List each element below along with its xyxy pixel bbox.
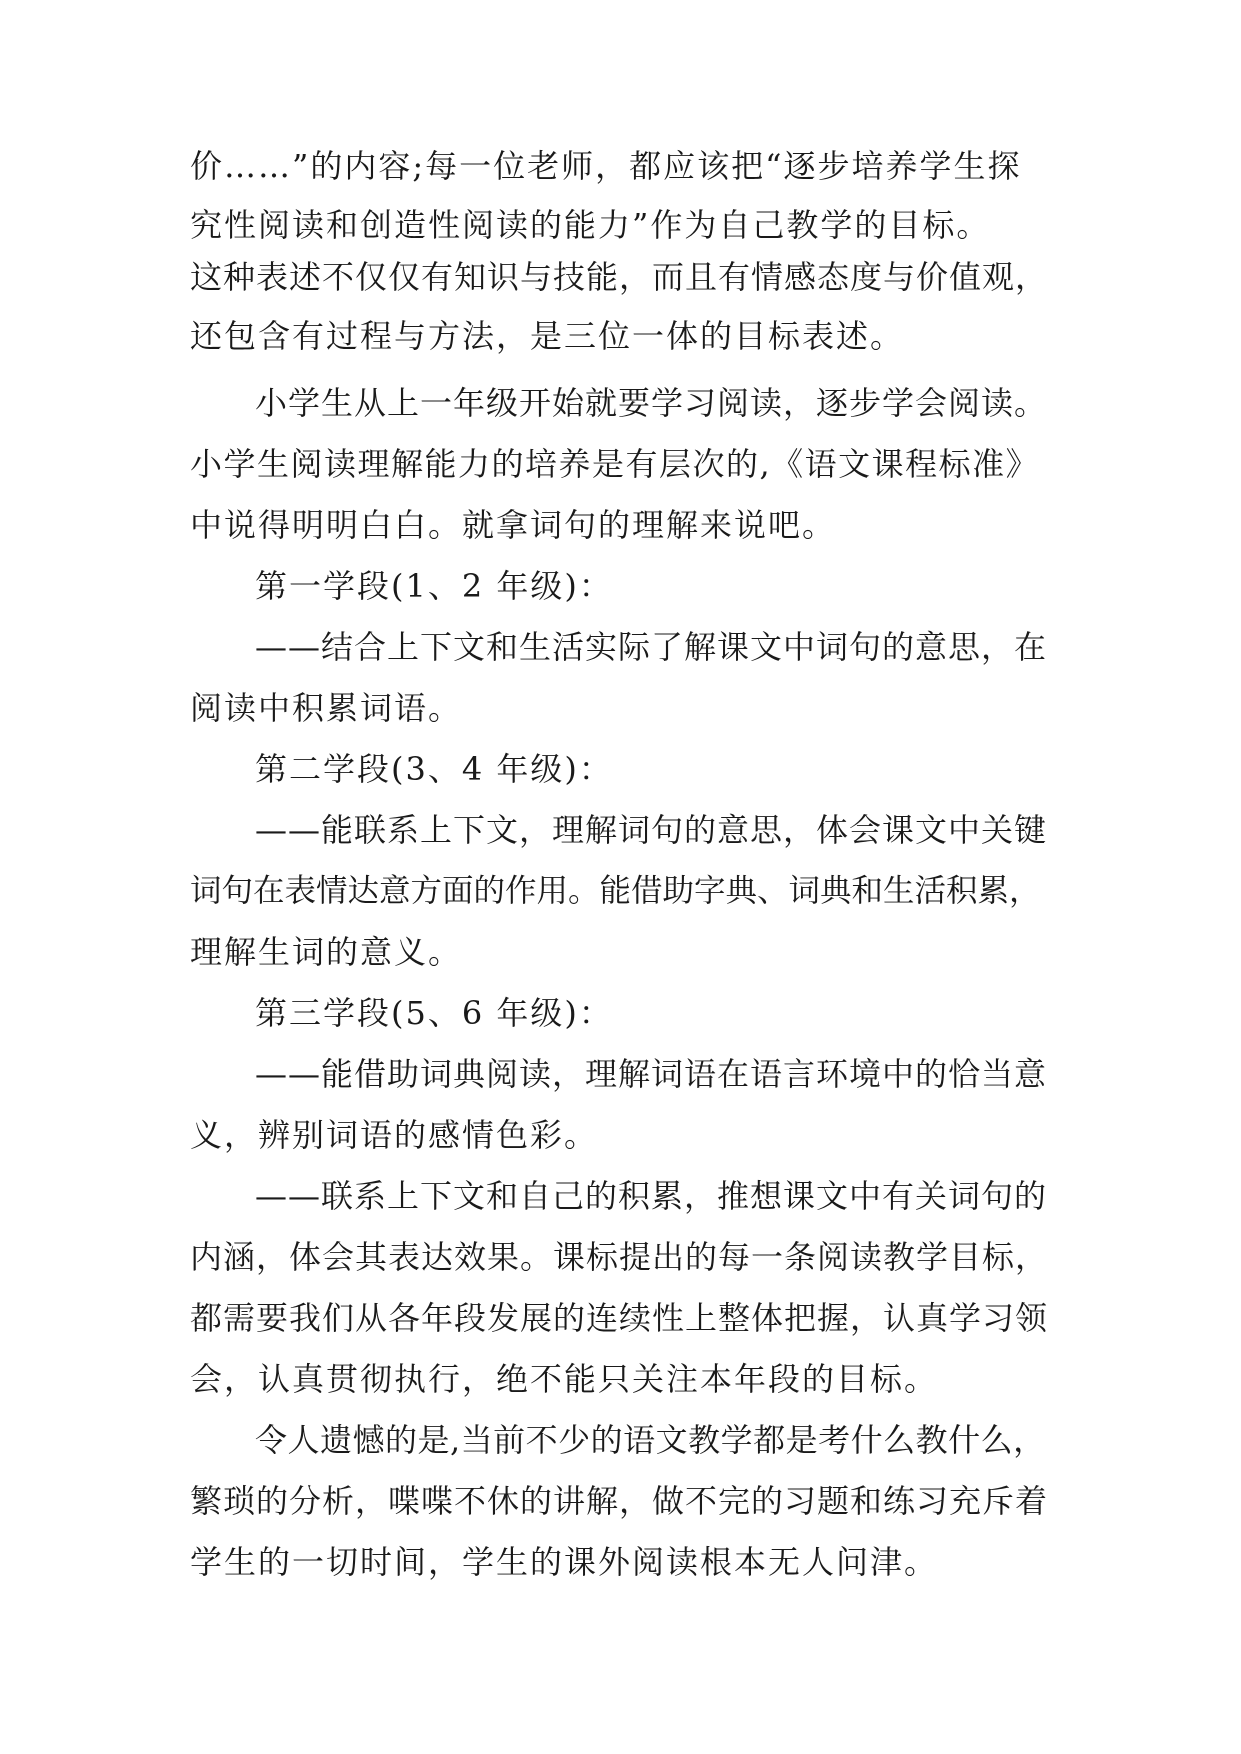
text-line: 义，辨别词语的感情色彩。 — [190, 1116, 599, 1154]
text-line: 阅读中积累词语。 — [190, 689, 463, 727]
text-line: 词句在表情达意方面的作用。能借助字典、词典和生活积累， — [190, 873, 1041, 909]
list-item: ——联系上下文和自己的积累，推想课文中有关词句的 — [255, 1177, 1048, 1215]
text-line: 究性阅读和创造性阅读的能力”作为自己教学的目标。 — [190, 206, 991, 244]
section-heading: 第二学段(3、4 年级)： — [255, 750, 613, 788]
section-heading: 第三学段(5、6 年级)： — [255, 994, 613, 1032]
text-line: 价……”的内容;每一位老师，都应该把“逐步培养学生探 — [190, 147, 1022, 185]
paragraph-first-line: 小学生从上一年级开始就要学习阅读，逐步学会阅读。 — [255, 384, 1048, 422]
paragraph-first-line: 令人遗憾的是,当前不少的语文教学都是考什么教什么， — [255, 1421, 1046, 1459]
text-line: 小学生阅读理解能力的培养是有层次的,《语文课程标准》 — [190, 445, 1040, 483]
list-item: ——能联系上下文，理解词句的意思，体会课文中关键 — [255, 811, 1048, 849]
text-line: 学生的一切时间，学生的课外阅读根本无人问津。 — [190, 1543, 939, 1581]
section-heading: 第一学段(1、2 年级)： — [255, 567, 613, 605]
text-line: 都需要我们从各年段发展的连续性上整体把握，认真学习领 — [190, 1299, 1049, 1337]
text-line: 理解生词的意义。 — [190, 933, 463, 971]
list-item: ——结合上下文和生活实际了解课文中词句的意思，在 — [255, 628, 1048, 666]
text-line: 还包含有过程与方法，是三位一体的目标表述。 — [190, 317, 905, 355]
text-line: 繁琐的分析，喋喋不休的讲解，做不完的习题和练习充斥着 — [190, 1482, 1049, 1520]
list-item: ——能借助词典阅读，理解词语在语言环境中的恰当意 — [255, 1055, 1048, 1093]
text-line: 会，认真贯彻执行，绝不能只关注本年段的目标。 — [190, 1360, 939, 1398]
text-line: 这种表述不仅仅有知识与技能，而且有情感态度与价值观， — [190, 258, 1049, 296]
text-line: 内涵，体会其表达效果。课标提出的每一条阅读教学目标， — [190, 1238, 1049, 1276]
text-line: 中说得明明白白。就拿词句的理解来说吧。 — [190, 506, 837, 544]
